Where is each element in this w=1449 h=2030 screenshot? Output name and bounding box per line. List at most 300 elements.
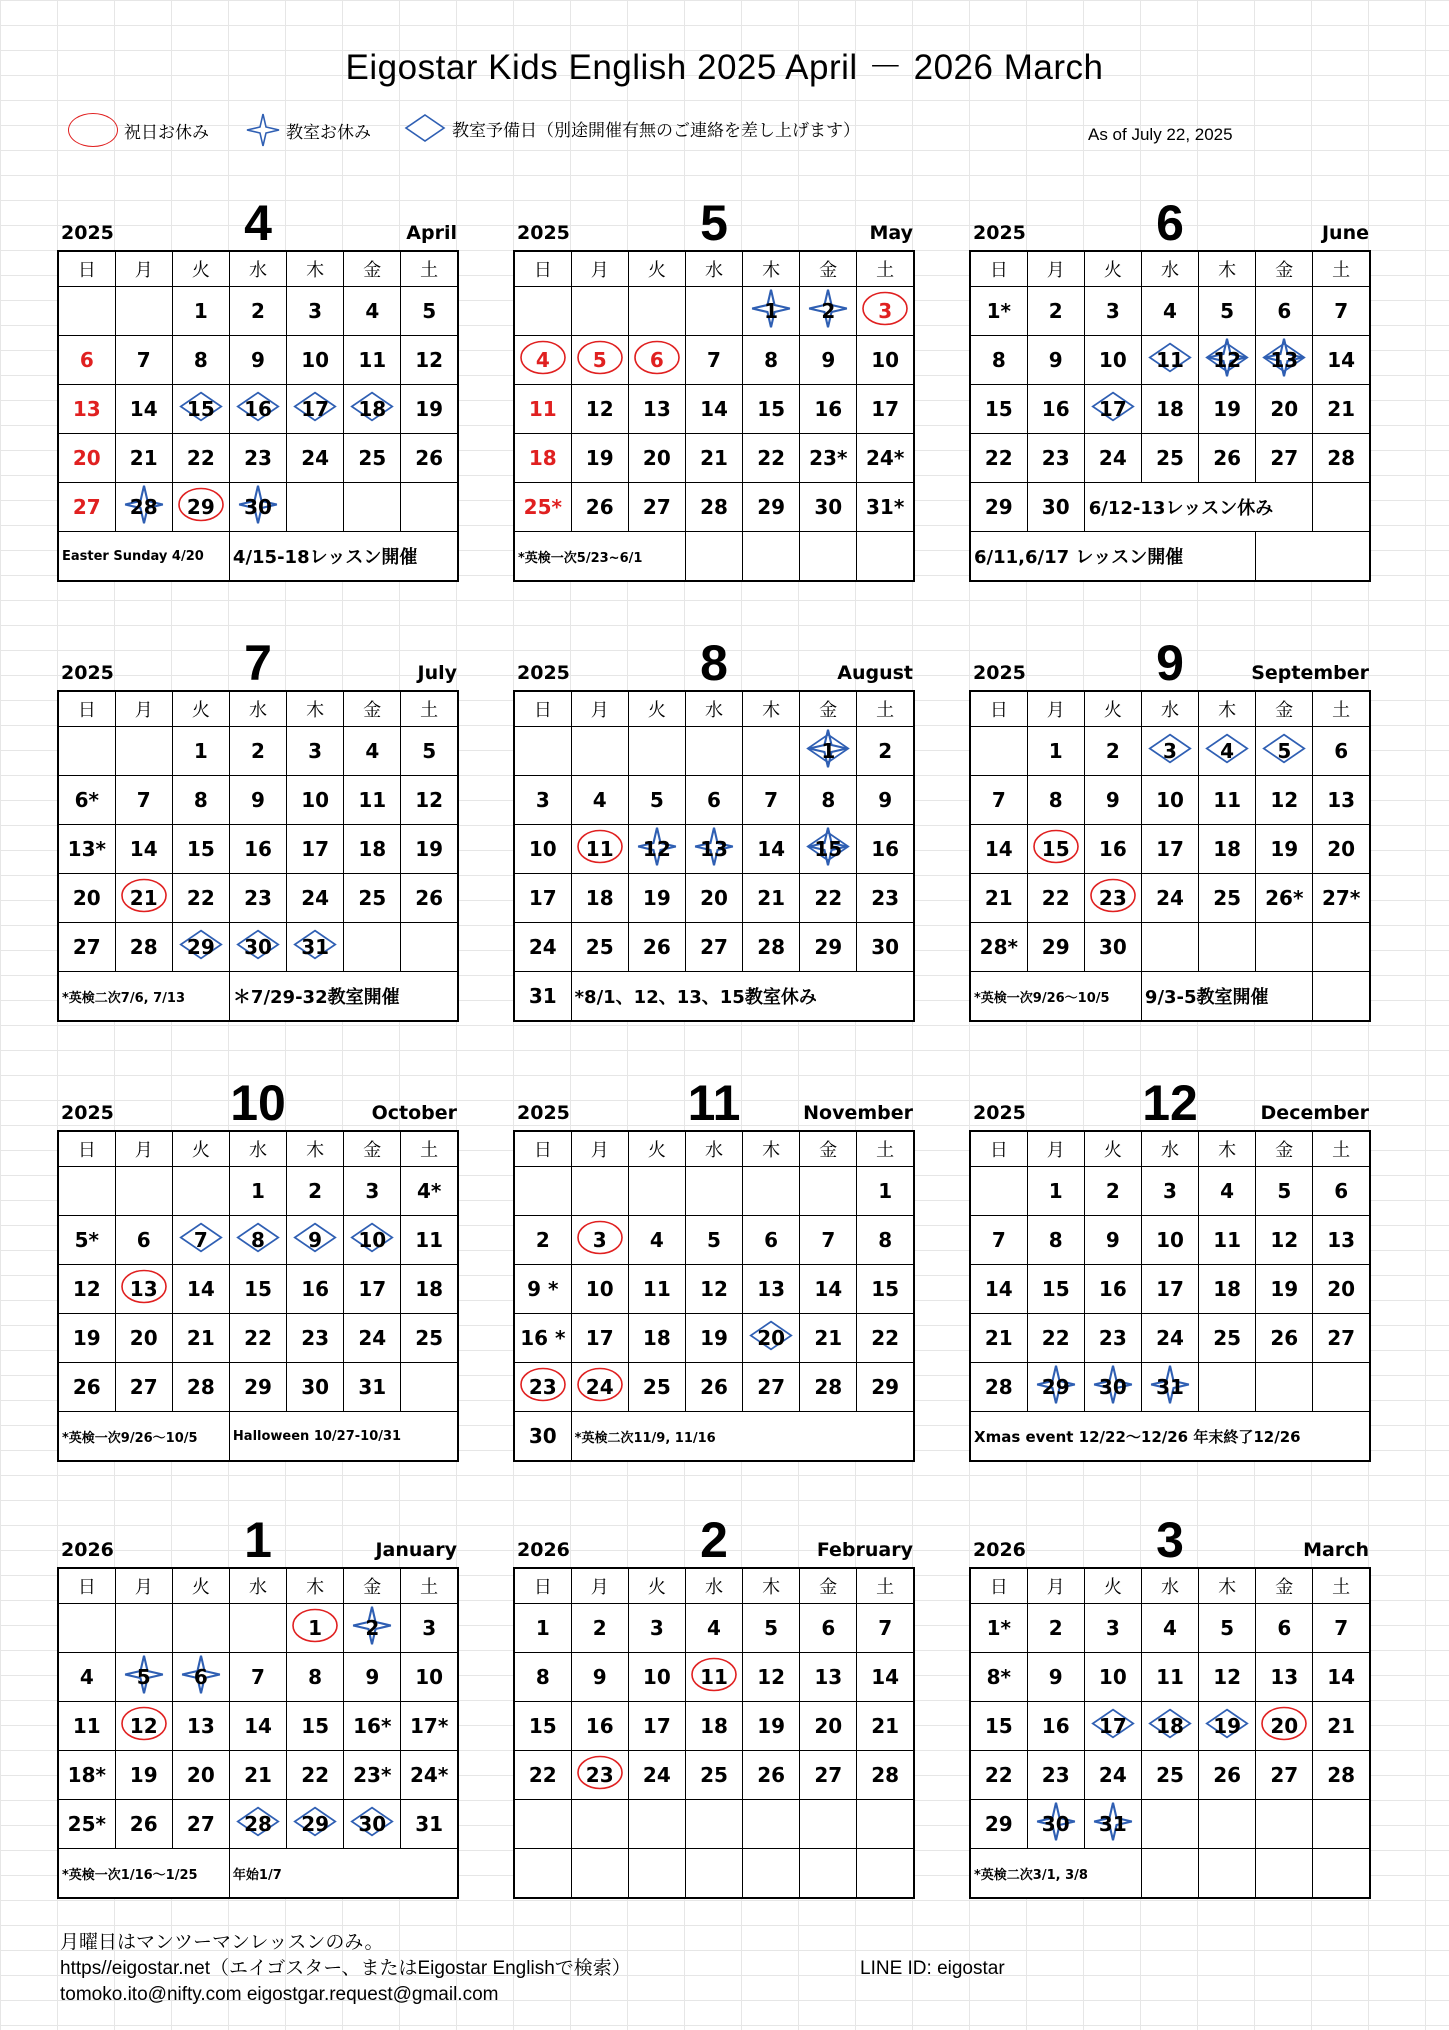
day-cell bbox=[344, 825, 401, 874]
weekday-header: 金 bbox=[344, 691, 401, 727]
day-number: 9 bbox=[1105, 788, 1120, 812]
day-cell bbox=[401, 1751, 458, 1800]
month-name: January bbox=[375, 1539, 457, 1561]
day-cell bbox=[571, 825, 628, 874]
day-number: 27 bbox=[1270, 1763, 1299, 1787]
weekday-header: 日 bbox=[514, 691, 571, 727]
day-cell bbox=[115, 1363, 172, 1412]
month-note bbox=[685, 1849, 742, 1899]
day-cell bbox=[1027, 727, 1084, 776]
day-number: 14 bbox=[1327, 348, 1356, 372]
day-number: 10 bbox=[1156, 1228, 1184, 1252]
day-number: 24 bbox=[1098, 446, 1127, 470]
day-number: 31 bbox=[1156, 1375, 1184, 1399]
day-number: 1 bbox=[1048, 739, 1063, 763]
day-cell bbox=[1027, 923, 1084, 972]
weekday-header: 火 bbox=[1084, 1131, 1141, 1167]
day-number: 8 bbox=[991, 348, 1006, 372]
day-cell bbox=[970, 1604, 1027, 1653]
day-number: 19 bbox=[415, 397, 444, 421]
weekday-header: 木 bbox=[743, 1131, 800, 1167]
day-cell bbox=[1084, 385, 1141, 434]
day-number: 13 bbox=[700, 837, 728, 861]
day-cell bbox=[172, 776, 229, 825]
day-cell bbox=[287, 483, 344, 532]
day-cell bbox=[401, 776, 458, 825]
day-number: 16 bbox=[1041, 397, 1070, 421]
day-number: 24* bbox=[410, 1763, 449, 1787]
month-name: June bbox=[1321, 222, 1369, 244]
day-number: 11 bbox=[585, 837, 614, 861]
day-cell bbox=[1199, 1167, 1256, 1216]
day-number: 12 bbox=[415, 348, 444, 372]
day-number: 2 bbox=[1048, 1616, 1063, 1640]
day-number: 17 bbox=[301, 837, 330, 861]
day-cell bbox=[571, 1265, 628, 1314]
month-table bbox=[57, 1130, 459, 1462]
month-note bbox=[857, 532, 914, 582]
day-cell bbox=[685, 1167, 742, 1216]
day-cell bbox=[1084, 776, 1141, 825]
day-number: 24 bbox=[358, 1326, 387, 1350]
day-cell bbox=[115, 336, 172, 385]
month-note bbox=[1313, 1849, 1370, 1899]
day-cell bbox=[401, 727, 458, 776]
day-cell bbox=[344, 1314, 401, 1363]
day-cell bbox=[58, 923, 115, 972]
day-cell bbox=[743, 776, 800, 825]
day-cell bbox=[800, 874, 857, 923]
month-table bbox=[513, 690, 915, 1022]
day-cell bbox=[344, 1702, 401, 1751]
day-cell bbox=[685, 923, 742, 972]
day-number: 24 bbox=[642, 1763, 671, 1787]
weekday-header: 土 bbox=[401, 1568, 458, 1604]
day-number: 29 bbox=[984, 495, 1013, 519]
day-cell bbox=[1141, 923, 1198, 972]
day-number: 2 bbox=[592, 1616, 607, 1640]
day-number: 24 bbox=[301, 446, 330, 470]
day-number: 6 bbox=[1334, 1179, 1349, 1203]
month-note: *英検二次7/6, 7/13 bbox=[58, 972, 229, 1022]
day-number: 29 bbox=[871, 1375, 900, 1399]
day-number: 13 bbox=[642, 397, 671, 421]
day-cell bbox=[58, 776, 115, 825]
day-number: 10 bbox=[358, 1228, 387, 1252]
day-cell bbox=[743, 1604, 800, 1653]
day-number: 6 bbox=[1277, 299, 1292, 323]
day-cell bbox=[1141, 1800, 1198, 1849]
day-number: 29 bbox=[814, 935, 843, 959]
day-number: 1* bbox=[986, 1616, 1011, 1640]
day-cell bbox=[800, 1751, 857, 1800]
day-cell bbox=[1199, 336, 1256, 385]
day-number: 13 bbox=[72, 397, 101, 421]
weekday-header: 土 bbox=[857, 1568, 914, 1604]
month-note: *8/1、12、13、15教室休み bbox=[571, 972, 914, 1022]
day-number: 3 bbox=[308, 299, 323, 323]
day-cell bbox=[857, 287, 914, 336]
day-number: 8 bbox=[1048, 1228, 1063, 1252]
day-number: 18 bbox=[415, 1277, 444, 1301]
day-number: 2 bbox=[1105, 1179, 1120, 1203]
day-number: 18 bbox=[358, 837, 387, 861]
footer-emails: tomoko.ito@nifty.com eigostgar.request@gmail.com bbox=[60, 1984, 499, 2005]
weekday-header: 水 bbox=[685, 691, 742, 727]
month-note: Halloween 10/27-10/31 bbox=[229, 1412, 458, 1462]
blue-diamond-icon bbox=[404, 113, 446, 143]
day-cell bbox=[287, 776, 344, 825]
day-cell bbox=[1313, 1604, 1370, 1653]
day-cell bbox=[172, 483, 229, 532]
weekday-header: 日 bbox=[970, 691, 1027, 727]
day-number: 10 bbox=[301, 788, 330, 812]
day-number: 13 bbox=[1327, 1228, 1356, 1252]
day-cell bbox=[514, 825, 571, 874]
day-cell bbox=[172, 923, 229, 972]
day-cell bbox=[1313, 923, 1370, 972]
day-number: 7 bbox=[1334, 299, 1349, 323]
day-cell bbox=[1141, 1314, 1198, 1363]
day-cell bbox=[287, 1604, 344, 1653]
month-year: 2026 bbox=[973, 1539, 1026, 1561]
day-number: 3 bbox=[1163, 739, 1177, 763]
day-number: 20 bbox=[1270, 1714, 1299, 1738]
legend-reserve-label: 教室予備日（別途開催有無のご連絡を差し上げます） bbox=[452, 120, 860, 141]
day-number: 30 bbox=[1098, 935, 1127, 959]
weekday-header: 木 bbox=[287, 251, 344, 287]
month-header bbox=[969, 1072, 1371, 1130]
day-cell bbox=[1313, 874, 1370, 923]
day-cell bbox=[628, 336, 685, 385]
day-number: 20 bbox=[1270, 397, 1299, 421]
day-number: 20 bbox=[757, 1326, 786, 1350]
day-cell bbox=[229, 1265, 286, 1314]
day-cell bbox=[857, 1653, 914, 1702]
day-number: 18 bbox=[1213, 837, 1242, 861]
weekday-header: 日 bbox=[514, 1568, 571, 1604]
month-table bbox=[57, 250, 459, 582]
day-cell bbox=[172, 1604, 229, 1653]
day-cell bbox=[229, 287, 286, 336]
day-number: 25 bbox=[700, 1763, 728, 1787]
weekday-header: 金 bbox=[1256, 251, 1313, 287]
weekday-header: 水 bbox=[229, 691, 286, 727]
day-cell bbox=[571, 1363, 628, 1412]
day-number: 30 bbox=[871, 935, 900, 959]
day-number: 9 bbox=[308, 1228, 323, 1252]
month-number: 6 bbox=[1156, 195, 1184, 251]
weekday-header: 月 bbox=[1027, 1131, 1084, 1167]
day-cell bbox=[401, 1653, 458, 1702]
day-number: 22 bbox=[871, 1326, 900, 1350]
day-cell bbox=[401, 385, 458, 434]
day-cell bbox=[685, 1363, 742, 1412]
day-cell bbox=[685, 1265, 742, 1314]
day-number: 2 bbox=[251, 299, 265, 323]
day-cell bbox=[628, 1604, 685, 1653]
day-number: 8 bbox=[251, 1228, 265, 1252]
day-cell bbox=[1313, 1314, 1370, 1363]
day-number: 2 bbox=[308, 1179, 323, 1203]
month-header bbox=[969, 632, 1371, 690]
day-number: 4 bbox=[592, 788, 607, 812]
day-cell bbox=[857, 1751, 914, 1800]
weekday-header: 木 bbox=[743, 251, 800, 287]
weekday-header: 火 bbox=[628, 1568, 685, 1604]
day-cell bbox=[685, 1604, 742, 1653]
day-cell bbox=[1199, 1751, 1256, 1800]
month-year: 2025 bbox=[973, 222, 1026, 244]
month-february bbox=[513, 1509, 915, 1899]
day-number: 30 bbox=[814, 495, 843, 519]
month-name: August bbox=[837, 662, 913, 684]
day-cell bbox=[857, 776, 914, 825]
day-cell bbox=[857, 825, 914, 874]
day-cell bbox=[970, 874, 1027, 923]
day-number: 27 bbox=[186, 1812, 215, 1836]
day-number: 25 bbox=[415, 1326, 444, 1350]
day-number: 26 bbox=[415, 886, 444, 910]
footer-monday-note: 月曜日はマンツーマンレッスンのみ。 bbox=[60, 1932, 384, 1953]
day-number: 26 bbox=[757, 1763, 786, 1787]
weekday-header: 月 bbox=[115, 691, 172, 727]
day-number: 3 bbox=[1105, 1616, 1120, 1640]
day-number: 17 bbox=[642, 1714, 671, 1738]
day-number: 6* bbox=[74, 788, 99, 812]
day-cell bbox=[172, 434, 229, 483]
day-number: 5 bbox=[707, 1228, 721, 1252]
day-number: 23 bbox=[301, 1326, 330, 1350]
day-number: 20 bbox=[186, 1763, 215, 1787]
day-number: 22 bbox=[984, 446, 1013, 470]
day-number: 15 bbox=[186, 397, 215, 421]
day-cell bbox=[1084, 1702, 1141, 1751]
day-number: 13 bbox=[1270, 1665, 1299, 1689]
day-cell bbox=[514, 1604, 571, 1653]
day-number: 19 bbox=[129, 1763, 158, 1787]
day-cell bbox=[172, 874, 229, 923]
month-note: *英検一次5/23~6/1 bbox=[514, 532, 685, 582]
weekday-header: 日 bbox=[970, 1568, 1027, 1604]
month-number: 4 bbox=[244, 195, 272, 251]
day-number: 21 bbox=[244, 1763, 272, 1787]
day-cell bbox=[1027, 434, 1084, 483]
weekday-header: 水 bbox=[229, 1568, 286, 1604]
day-number: 19 bbox=[72, 1326, 101, 1350]
month-name: April bbox=[406, 222, 457, 244]
weekday-header: 金 bbox=[1256, 691, 1313, 727]
day-number: 28 bbox=[1327, 446, 1356, 470]
day-number: 25 bbox=[1156, 1763, 1184, 1787]
day-cell bbox=[514, 1751, 571, 1800]
day-number: 7 bbox=[193, 1228, 208, 1252]
day-number: 5 bbox=[592, 348, 607, 372]
month-name: September bbox=[1251, 662, 1369, 684]
day-number: 4 bbox=[365, 739, 380, 763]
day-cell bbox=[743, 874, 800, 923]
day-cell bbox=[1199, 727, 1256, 776]
day-cell bbox=[1313, 1363, 1370, 1412]
weekday-header: 月 bbox=[571, 1568, 628, 1604]
day-number: 24 bbox=[585, 1375, 614, 1399]
weekday-header: 水 bbox=[1141, 1568, 1198, 1604]
day-number: 14 bbox=[129, 397, 158, 421]
day-number: 21 bbox=[1327, 397, 1356, 421]
day-cell bbox=[571, 1702, 628, 1751]
day-cell bbox=[857, 727, 914, 776]
day-cell bbox=[287, 287, 344, 336]
day-number: 29 bbox=[1041, 1375, 1070, 1399]
month-note: 6/11,6/17 レッスン開催 bbox=[970, 532, 1256, 582]
day-number: 12 bbox=[1270, 1228, 1299, 1252]
day-number: 18 bbox=[1213, 1277, 1242, 1301]
day-number: 14 bbox=[1327, 1665, 1356, 1689]
day-cell bbox=[344, 336, 401, 385]
day-number: 12 bbox=[642, 837, 671, 861]
month-header bbox=[513, 192, 915, 250]
month-name: November bbox=[803, 1102, 913, 1124]
day-cell bbox=[229, 1604, 286, 1653]
day-cell bbox=[1084, 1216, 1141, 1265]
day-cell bbox=[401, 825, 458, 874]
day-cell bbox=[743, 825, 800, 874]
month-name: May bbox=[869, 222, 913, 244]
day-cell bbox=[172, 1653, 229, 1702]
day-number: 15 bbox=[301, 1714, 330, 1738]
day-cell bbox=[628, 1363, 685, 1412]
day-cell bbox=[514, 483, 571, 532]
day-cell bbox=[571, 727, 628, 776]
day-number: 4 bbox=[365, 299, 380, 323]
day-number: 21 bbox=[757, 886, 786, 910]
month-name: October bbox=[371, 1102, 457, 1124]
day-number: 5 bbox=[422, 739, 437, 763]
day-number: 25 bbox=[358, 886, 387, 910]
day-cell bbox=[571, 1216, 628, 1265]
day-number: 20 bbox=[642, 446, 671, 470]
day-cell bbox=[628, 1751, 685, 1800]
month-note: *英検二次11/9, 11/16 bbox=[571, 1412, 914, 1462]
day-cell bbox=[800, 434, 857, 483]
day-cell bbox=[172, 336, 229, 385]
day-cell bbox=[1199, 923, 1256, 972]
day-number: 29 bbox=[301, 1812, 330, 1836]
day-cell bbox=[628, 1800, 685, 1849]
day-number: 10 bbox=[585, 1277, 614, 1301]
day-number: 1 bbox=[193, 299, 208, 323]
day-cell bbox=[344, 483, 401, 532]
day-number: 11 bbox=[1156, 1665, 1184, 1689]
day-number: 29 bbox=[757, 495, 786, 519]
day-number: 14 bbox=[129, 837, 158, 861]
day-number: 14 bbox=[984, 1277, 1013, 1301]
day-cell bbox=[1199, 1702, 1256, 1751]
weekday-header: 火 bbox=[1084, 251, 1141, 287]
weekday-header: 金 bbox=[344, 1131, 401, 1167]
day-cell bbox=[229, 385, 286, 434]
day-cell bbox=[287, 336, 344, 385]
day-cell bbox=[287, 1265, 344, 1314]
day-cell bbox=[287, 1314, 344, 1363]
day-cell bbox=[628, 1216, 685, 1265]
day-cell bbox=[1141, 727, 1198, 776]
day-cell bbox=[514, 1265, 571, 1314]
month-table bbox=[969, 1567, 1371, 1899]
day-cell bbox=[1084, 727, 1141, 776]
day-number: 8 bbox=[764, 348, 779, 372]
day-cell bbox=[1027, 1265, 1084, 1314]
day-number: 21 bbox=[1327, 1714, 1356, 1738]
day-cell bbox=[857, 1314, 914, 1363]
weekday-header: 土 bbox=[857, 691, 914, 727]
day-number: 12 bbox=[72, 1277, 101, 1301]
day-number: 6 bbox=[79, 348, 94, 372]
day-number: 4 bbox=[1163, 1616, 1177, 1640]
month-table bbox=[969, 250, 1371, 582]
month-note bbox=[685, 532, 742, 582]
weekday-header: 日 bbox=[58, 691, 115, 727]
month-number: 5 bbox=[700, 195, 728, 251]
day-cell bbox=[115, 874, 172, 923]
day-number: 1 bbox=[193, 739, 208, 763]
day-number: 28 bbox=[757, 935, 786, 959]
day-number: 6 bbox=[1334, 739, 1349, 763]
day-cell bbox=[970, 1314, 1027, 1363]
day-cell bbox=[229, 1653, 286, 1702]
day-number: 23 bbox=[1041, 446, 1070, 470]
month-year: 2025 bbox=[517, 222, 570, 244]
day-number: 21 bbox=[700, 446, 728, 470]
weekday-header: 木 bbox=[287, 1131, 344, 1167]
month-name: February bbox=[816, 1539, 913, 1561]
month-note: 年始1/7 bbox=[229, 1849, 458, 1899]
day-number: 7 bbox=[821, 1228, 836, 1252]
day-number: 9 bbox=[592, 1665, 607, 1689]
month-table bbox=[57, 1567, 459, 1899]
day-number: 16 bbox=[1098, 837, 1127, 861]
day-number: 28 bbox=[984, 1375, 1013, 1399]
day-cell bbox=[1027, 1653, 1084, 1702]
day-number: 27 bbox=[757, 1375, 786, 1399]
day-cell bbox=[1084, 1167, 1141, 1216]
day-number: 25 bbox=[358, 446, 387, 470]
day-cell bbox=[800, 1363, 857, 1412]
day-cell bbox=[628, 1265, 685, 1314]
day-cell bbox=[628, 483, 685, 532]
day-cell bbox=[115, 434, 172, 483]
day-cell bbox=[401, 874, 458, 923]
day-cell bbox=[1313, 385, 1370, 434]
weekday-header: 日 bbox=[970, 251, 1027, 287]
day-cell bbox=[970, 1167, 1027, 1216]
day-cell bbox=[229, 1800, 286, 1849]
day-number: 29 bbox=[244, 1375, 272, 1399]
day-number: 23* bbox=[353, 1763, 392, 1787]
day-number: 27 bbox=[129, 1375, 158, 1399]
weekday-header: 水 bbox=[229, 251, 286, 287]
day-cell bbox=[685, 336, 742, 385]
day-cell bbox=[1256, 385, 1313, 434]
day-number: 3 bbox=[592, 1228, 607, 1252]
weekday-header: 火 bbox=[172, 1568, 229, 1604]
day-cell bbox=[571, 776, 628, 825]
weekday-header: 水 bbox=[685, 1131, 742, 1167]
day-number: 17 bbox=[871, 397, 900, 421]
weekday-header: 土 bbox=[401, 691, 458, 727]
day-number: 19 bbox=[642, 886, 671, 910]
weekday-header: 金 bbox=[344, 1568, 401, 1604]
